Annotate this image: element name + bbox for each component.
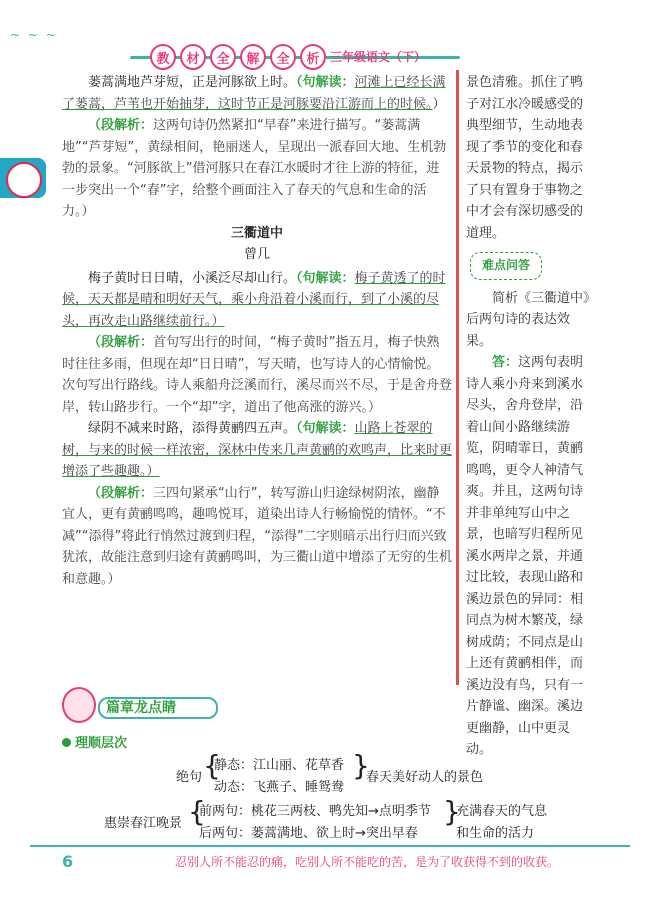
grade-label: 三年级语文（下） bbox=[330, 50, 427, 64]
section-banner bbox=[62, 693, 212, 719]
verse: 梅子黄时日日晴，小溪泛尽却山行。 bbox=[88, 270, 297, 286]
arrow-icon: → bbox=[368, 804, 379, 819]
struct-branch: 静态：江山丽、花草香 bbox=[214, 758, 345, 773]
answer-label: 答： bbox=[492, 355, 519, 370]
poem-title: 三衢道中 bbox=[230, 225, 283, 241]
title-char: 全 bbox=[270, 44, 296, 70]
struct-result: 春天美好动人的景色 bbox=[366, 770, 484, 785]
struct-branch bbox=[199, 800, 431, 819]
note-text: 梅子黄透了的时候，天天都是晴和明好天气，乘小舟沿着小溪而行，到了小溪的尽头，再改走山路继续前行。） bbox=[62, 270, 446, 329]
analysis-paragraph bbox=[62, 115, 452, 223]
title-char: 解 bbox=[240, 44, 266, 70]
struct-branch: 动态：飞燕子、睡鸳鸯 bbox=[214, 780, 345, 795]
analysis-text: 首句写出行的时间，“梅子黄时”指五月，梅子快熟时往往多雨，但现在却“日日晴”，写天晴，也写诗人的心情愉悦。次句写出行路线。诗人乘船舟泛溪而行，溪尽而兴不尽，于是舍舟登岸，转山路步行。一个“却”字，道出了他高涨的游兴。） bbox=[62, 335, 453, 415]
brace-icon: { bbox=[203, 749, 221, 782]
verse-paragraph bbox=[62, 72, 452, 115]
struct-result: 和生命的活力 bbox=[456, 826, 535, 841]
struct-branch bbox=[199, 822, 418, 841]
analysis-text: 三四句紧承“山行”，转写游山归途绿树阴浓，幽静宜人，更有黄鹂鸣鸣，趣鸣悦耳，道染出诗人行畅愉悦的情怀。“不减”“添得”将此行悄然过渡到归程，“添得”二字则暗示出行归而兴致犹浓，故能注意到归途有黄鹂鸣叫，为三衢山道中增添了无穷的生机和意趣。） bbox=[62, 485, 453, 587]
mascot-icon bbox=[6, 162, 42, 198]
sidebar-text: 景色清雅。抓住了鸭子对江水冷暖感受的典型细节，生动地表现了季节的变化和春天景物的特点，揭示了只有置身于事物之中才会有深切感受的道理。 bbox=[466, 75, 584, 241]
side-tab bbox=[0, 158, 46, 198]
note-label: （句解读： bbox=[296, 270, 355, 286]
brace-close-icon: } bbox=[352, 749, 370, 782]
note-label: （句解读： bbox=[296, 75, 355, 90]
title-char: 材 bbox=[180, 44, 206, 70]
answer-text: 这两句表明诗人乘小舟来到溪水尽头，舍舟登岸，沿着山间小路继续游览，阴晴霏日，黄鹂鸣鸣，更令人神清气爽。并且，这两句诗并非单纯写山中之景，也暗写归程所见溪水两岸之景，并通过比较，表现山路和溪边景色的异同：相同点为树木繁茂，绿树成荫；不同点是山上还有黄鹂相伴，而溪边没有鸟，只有一片静谧、幽深。溪边更幽静，山中更灵动。 bbox=[466, 355, 584, 757]
book-title bbox=[150, 44, 326, 70]
footer-rule bbox=[30, 845, 630, 847]
verse-paragraph bbox=[62, 268, 452, 333]
struct-root: 惠崇春江晚景 bbox=[104, 816, 183, 831]
arrow-icon: → bbox=[355, 826, 366, 841]
page-header bbox=[0, 0, 658, 70]
branch-text: 后两句：蒌蒿满地、欲上时 bbox=[199, 826, 356, 841]
branch-result: 点明季节 bbox=[378, 804, 431, 819]
struct-root: 绝句 bbox=[176, 770, 203, 785]
analysis-paragraph bbox=[62, 483, 452, 591]
note-close: ） bbox=[432, 96, 446, 112]
answer-paragraph bbox=[466, 352, 594, 761]
qa-label: 难点问答 bbox=[470, 252, 542, 280]
analysis-label: （段解析： bbox=[88, 118, 154, 133]
column-divider bbox=[456, 70, 459, 685]
analysis-text: 这两句诗仍然紧扣“早春”来进行描写。“蒌蒿满地”“芦芽短”，黄绿相间，艳丽迷人，呈现出一派春回大地、生机勃勃的景象。“河豚欲上”借河豚只在春江水暖时才往上游的特征，进一步突出一个“春”字，给整个画面注入了春天的气息和生命的活力。） bbox=[62, 118, 447, 219]
analysis-label: （段解析： bbox=[88, 335, 154, 350]
title-char: 全 bbox=[210, 44, 236, 70]
verse: 绿阴不减来时路，添得黄鹂四五声。 bbox=[88, 421, 297, 436]
branch-text: 前两句：桃花三两枝、鸭先知 bbox=[199, 804, 369, 819]
brace-icon: { bbox=[188, 795, 206, 828]
brace-close-icon: } bbox=[443, 795, 461, 828]
title-char: 析 bbox=[300, 44, 326, 70]
note-text: 河滩上已经长满了蒌蒿，芦苇也开始抽芽，这时节正是河豚要沿江游而上的时候。 bbox=[62, 75, 446, 112]
sidebar-column bbox=[466, 72, 594, 761]
verse: 蒌蒿满地芦芽短，正是河豚欲上时。 bbox=[88, 75, 297, 90]
poem-author: 曾几 bbox=[243, 247, 270, 262]
footer-motto: 忍别人所不能忍的痛，吃别人所不能吃的苦，是为了收获得不到的收获。 bbox=[175, 855, 560, 869]
header-decoration: ~ ~ ~ bbox=[10, 28, 58, 42]
section-title: 篇章龙点睛 bbox=[98, 697, 218, 719]
subsection-title bbox=[62, 732, 127, 751]
question-text: 简析《三衢道中》后两句诗的表达效果。 bbox=[466, 290, 590, 349]
struct-result: 充满春天的气息 bbox=[456, 804, 548, 819]
branch-result: 突出早春 bbox=[365, 826, 418, 841]
note-text: 山路上苍翠的树，与来的时候一样浓密，深林中传来几声黄鹂的欢鸣声，比来时更增添了些趣趣。） bbox=[62, 421, 453, 479]
mascot-icon bbox=[62, 687, 96, 723]
analysis-paragraph bbox=[62, 332, 452, 418]
page-number: 6 bbox=[62, 852, 74, 871]
note-label: （句解读： bbox=[296, 421, 355, 436]
analysis-label: （段解析： bbox=[88, 485, 154, 501]
verse-paragraph bbox=[62, 418, 452, 483]
title-char: 教 bbox=[150, 44, 176, 70]
bullet-icon bbox=[62, 738, 71, 747]
main-column bbox=[62, 72, 452, 590]
subsection-label: 理顺层次 bbox=[75, 736, 128, 751]
